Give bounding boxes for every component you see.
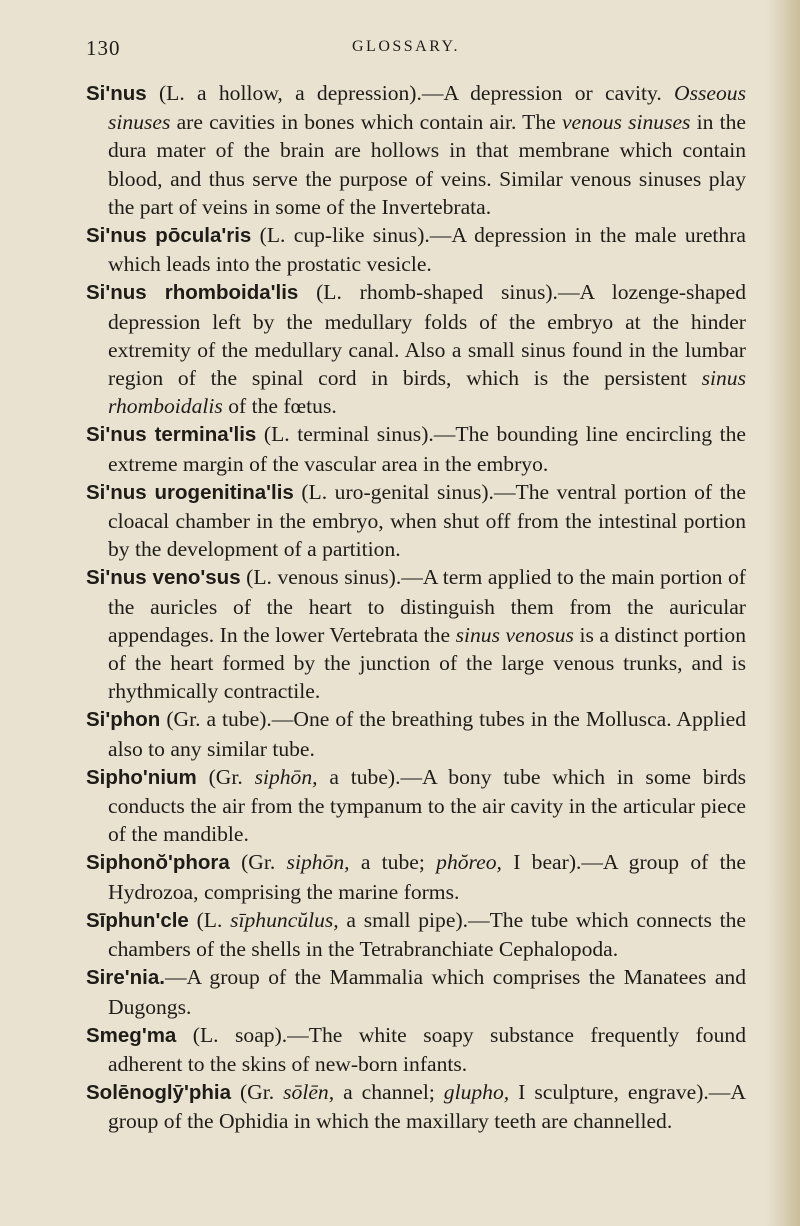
glossary-entry	[86, 278, 746, 420]
entry-definition-text: (L. uro-genital sinus).—The ventral portion of the cloacal chamber in the embryo, when shut off from the intestinal portion by the development of a partition.	[108, 479, 746, 562]
entry-italic-term: phŏreo,	[436, 850, 502, 875]
entry-italic-term: sīphuncŭlus,	[230, 907, 339, 932]
entry-headword: Si'nus	[86, 82, 147, 105]
running-head: GLOSSARY.	[351, 38, 460, 55]
entry-headword: Si'nus urogenitina'lis	[86, 480, 294, 504]
entry-definition-text: a tube).—A bony tube which in some birds conducts the air from the tympanum to the air cavity in the articular piece of the mandible.	[108, 764, 746, 847]
entry-headword: Siphonŏ'phora	[86, 851, 230, 875]
entry-headword: Si'nus rhomboida'lis	[86, 281, 299, 305]
entry-definition-text: I sculpture, engrave).—A group of the Ophidia in which the maxillary teeth are channelled.	[108, 1080, 746, 1134]
entry-headword: Smeg'ma	[86, 1023, 177, 1047]
entry-headword: Si'nus termina'lis	[86, 423, 257, 447]
entry-definition-text: a tube;	[349, 850, 437, 875]
entry-headword: Si'nus veno'sus	[86, 566, 241, 590]
page-header	[86, 36, 726, 66]
glossary-entry	[86, 563, 746, 705]
glossary-entry	[86, 906, 746, 963]
entry-headword: Si'nus pōcula'ris	[86, 224, 252, 248]
glossary-entries	[86, 79, 746, 1136]
entry-italic-term: sinus venosus	[455, 622, 574, 647]
entry-headword: Sīphun'cle	[86, 908, 189, 932]
entry-definition-text: (L. venous sinus).—A term applied to the main portion of the auricles of the heart to distinguish them from the auricular appendages. In the lower Vertebrata the	[108, 565, 746, 647]
entry-italic-term: Osseous sinuses	[108, 81, 746, 135]
entry-italic-term: siphōn,	[286, 850, 350, 875]
glossary-entry	[86, 79, 746, 221]
entry-definition-text: (L. a hollow, a depression).—A depression or cavity.	[146, 81, 675, 105]
entry-headword: Solēnoglȳ'phia	[86, 1081, 231, 1105]
glossary-entry	[86, 478, 746, 564]
entry-definition-text: of the fœtus.	[222, 394, 337, 419]
entry-italic-term: glupho,	[443, 1080, 510, 1105]
entry-italic-term: venous sinuses	[561, 110, 691, 135]
entry-italic-term: sōlēn,	[283, 1080, 335, 1105]
page-number: 130	[86, 36, 121, 60]
entry-italic-term: sinus rhomboidalis	[108, 366, 746, 419]
entry-definition-text: (Gr. a tube).—One of the breathing tubes in the Mollusca. Applied also to any similar tube.	[108, 707, 746, 761]
glossary-entry	[86, 763, 746, 849]
entry-definition-text: is a distinct portion of the heart formed by the junction of the large venous trunks, and is rhythmically contractile.	[108, 622, 746, 704]
entry-definition-text: in the dura mater of the brain are hollows in that membrane which contain blood, and thus serve the purpose of veins. Similar venous sinuses play the part of veins in some of the Invertebrata.	[108, 110, 746, 219]
glossary-entry	[86, 420, 746, 477]
entry-definition-text: (L. terminal sinus).—The bounding line encircling the extreme margin of the vascular area in the embryo.	[108, 422, 746, 476]
glossary-entry	[86, 963, 746, 1020]
glossary-entry	[86, 221, 746, 278]
entry-definition-text: a channel;	[334, 1080, 444, 1105]
entry-definition-text: (L. soap).—The white soapy substance frequently found adherent to the skins of new-born infants.	[108, 1022, 746, 1076]
entry-definition-text: (L.	[188, 907, 231, 932]
glossary-entry	[86, 848, 746, 905]
entry-headword: Si'phon	[86, 708, 161, 732]
entry-definition-text: (Gr.	[230, 1080, 284, 1105]
glossary-entry	[86, 1078, 746, 1135]
entry-definition-text: I bear).—A group of the Hydrozoa, comprising the marine forms.	[108, 850, 746, 904]
entry-definition-text: (L. rhomb-shaped sinus).—A lozenge-shaped depression left by the medullary folds of the embryo at the hinder extremity of the medullary canal. Also a small sinus found in the lumbar region of the spinal cord in birds, which is the persistent	[108, 280, 747, 391]
entry-definition-text: —A group of the Mammalia which comprises the Manatees and Dugongs.	[108, 965, 746, 1019]
glossary-entry	[86, 1021, 746, 1078]
entry-headword: Sire'nia.	[86, 966, 165, 990]
entry-definition-text: (L. cup-like sinus).—A depression in the male urethra which leads into the prostatic vesicle.	[108, 223, 747, 277]
page-edge-shadow	[766, 0, 800, 1226]
entry-definition-text: (Gr.	[196, 764, 255, 789]
glossary-entry	[86, 705, 746, 762]
entry-definition-text: are cavities in bones which contain air. The	[170, 110, 562, 135]
entry-headword: Sipho'nium	[86, 765, 197, 789]
entry-definition-text: (Gr.	[229, 850, 287, 875]
entry-italic-term: siphōn,	[254, 764, 318, 789]
entry-definition-text: a small pipe).—The tube which connects the chambers of the shells in the Tetrabranchiate Cephalopoda.	[108, 907, 747, 962]
